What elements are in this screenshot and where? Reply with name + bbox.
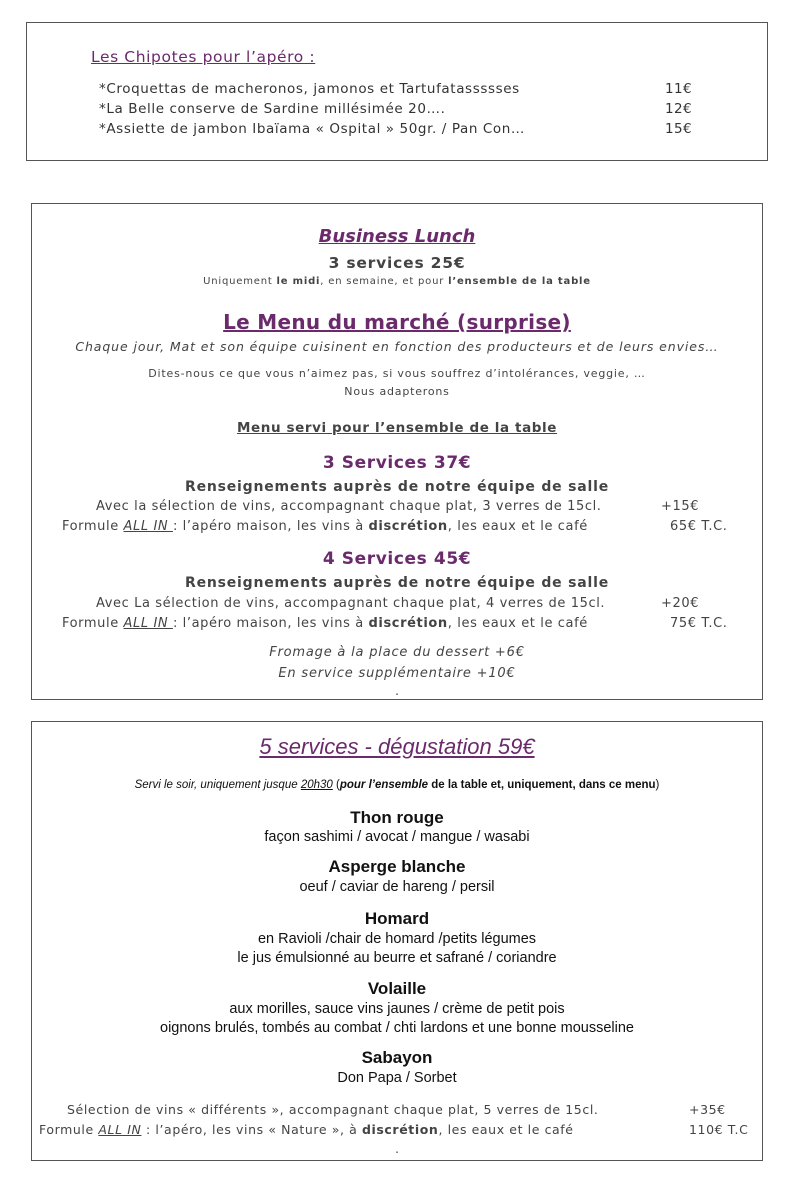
- allin-label: ALL IN: [123, 519, 173, 534]
- dish-name: Asperge blanche: [328, 857, 466, 876]
- note-text: Servi le soir, uniquement jusque: [134, 779, 301, 791]
- chipotes-item-3: *Assiette de jambon Ibaïama « Ospital » 50gr. / Pan Con…: [99, 121, 526, 137]
- market-menu-title: Le Menu du marché (surprise): [223, 310, 571, 334]
- service-3-allin-price: 65€ T.C.: [670, 519, 728, 534]
- allin-label: ALL IN: [123, 616, 173, 631]
- note-text: , en semaine, et pour: [320, 276, 449, 287]
- degustation-wine-price: +35€: [689, 1102, 726, 1117]
- dish-description: oignons brulés, tombés au combat / chti lardons et une bonne mousseline: [160, 1020, 634, 1036]
- degustation-allin-price: 110€ T.C: [689, 1122, 749, 1137]
- chipotes-price-1: 11€: [665, 81, 692, 97]
- note-text: ): [655, 779, 660, 791]
- service-4-info: Renseignements auprès de notre équipe de salle: [184, 575, 610, 591]
- allin-text: , les eaux et le café: [447, 616, 588, 631]
- allin-text: : l’apéro, les vins « Nature », à: [141, 1122, 362, 1137]
- dish-name: Volaille: [367, 979, 427, 998]
- allin-text: : l’apéro maison, les vins à: [172, 616, 369, 631]
- note-text: (: [332, 779, 340, 791]
- degustation-wine: Sélection de vins « différents », accompagnant chaque plat, 5 verres de 15cl.: [67, 1102, 599, 1117]
- allin-bold: discrétion: [361, 1122, 439, 1137]
- chipotes-item-2: *La Belle conserve de Sardine millésimée 20….: [99, 101, 446, 117]
- dish-name: Homard: [364, 909, 430, 928]
- dish-description: oeuf / caviar de hareng / persil: [299, 879, 495, 895]
- fromage-option: Fromage à la place du dessert +6€: [269, 645, 525, 660]
- note-bold-midi: le midi: [276, 276, 321, 287]
- service-4-wine-price: +20€: [661, 596, 700, 611]
- dish-description: aux morilles, sauce vins jaunes / crème de petit pois: [229, 1001, 565, 1017]
- chipotes-price-3: 15€: [665, 121, 692, 137]
- market-menu-description: Chaque jour, Mat et son équipe cuisinent en fonction des producteurs et de leurs envies…: [75, 339, 719, 354]
- business-lunch-title: Business Lunch: [318, 226, 476, 247]
- degustation-allin: [39, 1122, 574, 1137]
- dish-name: Sabayon: [361, 1048, 433, 1067]
- note-time: 20h30: [300, 779, 333, 791]
- note-bold-table: l’ensemble de la table: [448, 276, 591, 287]
- dish-description: façon sashimi / avocat / mangue / wasabi: [264, 829, 530, 845]
- supplement-option: En service supplémentaire +10€: [278, 666, 516, 681]
- business-lunch-note: [32, 276, 762, 287]
- market-menu-adapt: Nous adapterons: [344, 385, 450, 398]
- separator-dot: .: [395, 1142, 399, 1156]
- service-3-wine: Avec la sélection de vins, accompagnant chaque plat, 3 verres de 15cl.: [96, 499, 602, 514]
- allin-text: Formule: [62, 616, 124, 631]
- degustation-title: 5 services - dégustation 59€: [259, 734, 535, 759]
- chipotes-item-1: *Croquettas de macheronos, jamonos et Tartufatassssses: [99, 81, 520, 97]
- allin-text: , les eaux et le café: [438, 1122, 574, 1137]
- chipotes-section: [26, 22, 768, 161]
- allin-text: Formule: [62, 519, 124, 534]
- note-bold-italic: pour l’ensemble: [339, 779, 429, 791]
- service-3-title: 3 Services 37€: [322, 453, 472, 473]
- allin-label: ALL IN: [98, 1122, 142, 1137]
- allin-text: : l’apéro maison, les vins à: [172, 519, 369, 534]
- allin-bold: discrétion: [368, 519, 448, 534]
- service-4-title: 4 Services 45€: [322, 549, 472, 569]
- business-lunch-price: 3 services 25€: [328, 254, 466, 272]
- degustation-note: [32, 779, 762, 791]
- chipotes-price-2: 12€: [665, 101, 692, 117]
- allin-bold: discrétion: [368, 616, 448, 631]
- dish-description: Don Papa / Sorbet: [337, 1070, 457, 1086]
- market-menu-served: Menu servi pour l’ensemble de la table: [236, 420, 558, 436]
- service-4-wine: Avec La sélection de vins, accompagnant chaque plat, 4 verres de 15cl.: [96, 596, 606, 611]
- degustation-section: [31, 721, 763, 1161]
- service-3-allin: [62, 519, 588, 534]
- allin-text: Formule: [39, 1122, 99, 1137]
- note-bold: de la table et, uniquement, dans ce menu: [428, 779, 656, 791]
- dish-description: en Ravioli /chair de homard /petits légumes: [257, 931, 537, 947]
- lunch-market-section: [31, 203, 763, 700]
- service-4-allin: [62, 616, 588, 631]
- service-4-allin-price: 75€ T.C.: [670, 616, 728, 631]
- separator-dot: .: [395, 684, 399, 698]
- allin-text: , les eaux et le café: [447, 519, 588, 534]
- service-3-wine-price: +15€: [661, 499, 700, 514]
- market-menu-dites: Dites-nous ce que vous n’aimez pas, si vous souffrez d’intolérances, veggie, …: [148, 367, 646, 380]
- service-3-info: Renseignements auprès de notre équipe de salle: [184, 479, 610, 495]
- dish-description: le jus émulsionné au beurre et safrané / coriandre: [237, 950, 557, 966]
- dish-name: Thon rouge: [350, 808, 444, 827]
- chipotes-title: Les Chipotes pour l’apéro :: [91, 48, 316, 66]
- note-text: Uniquement: [203, 276, 277, 287]
